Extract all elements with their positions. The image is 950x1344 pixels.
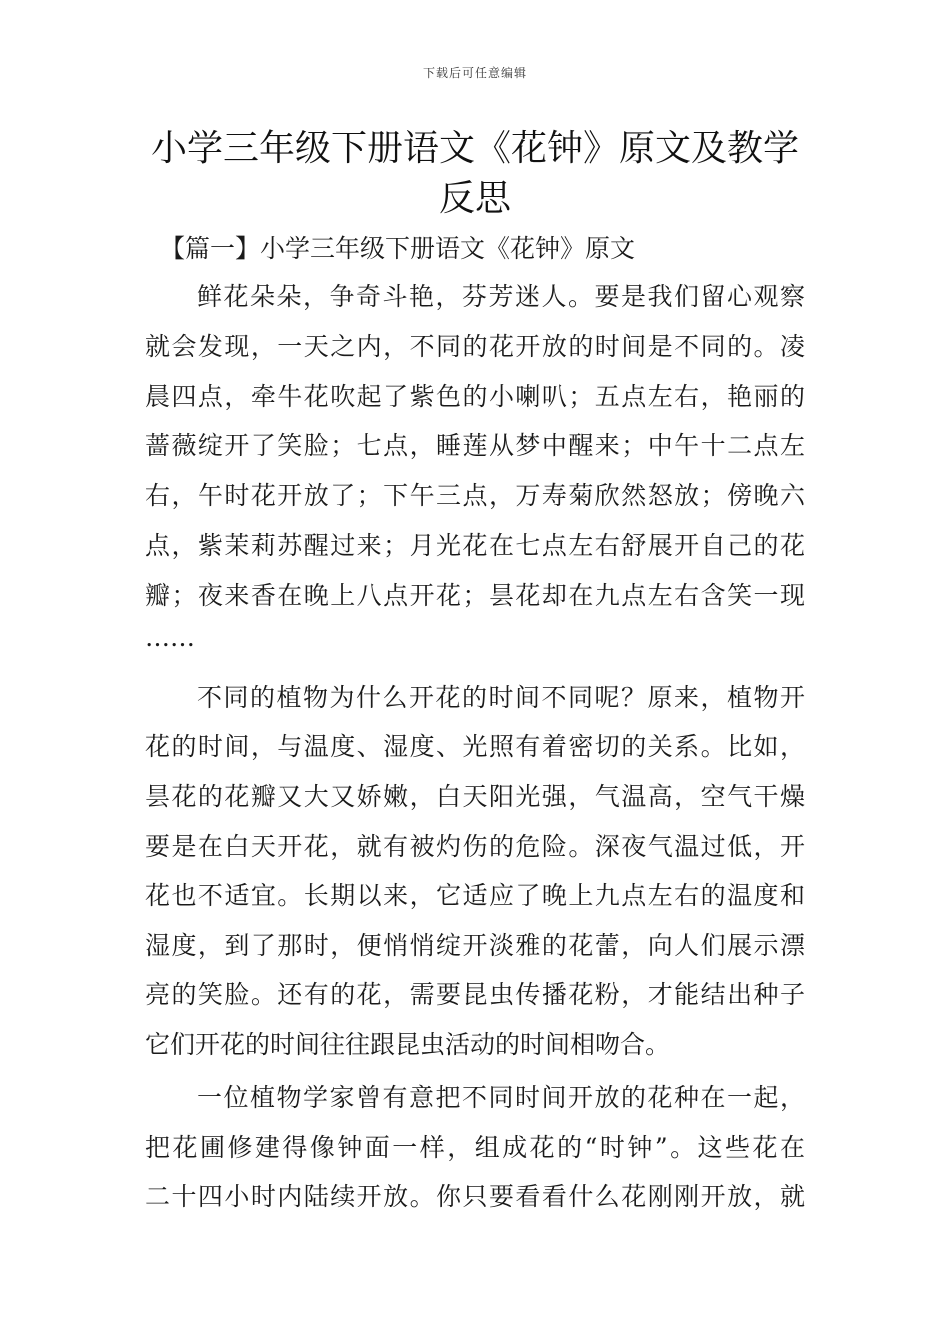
paragraph-2-line: 要是在白天开花，就有被灼伤的危险。深夜气温过低，开 [145,832,805,861]
paragraph-1-line: 瓣；夜来香在晚上八点开花；昙花却在九点左右含笑一现 [145,581,805,610]
paragraph-2-line: 亮的笑脸。还有的花，需要昆虫传播花粉，才能结出种子 [145,980,805,1009]
paragraph-1-line: 晨四点，牵牛花吹起了紫色的小喇叭；五点左右，艳丽的 [145,382,805,411]
paragraph-1-line: 鲜花朵朵，争奇斗艳，芬芳迷人。要是我们留心观察 [197,282,805,311]
section-heading: 【篇一】小学三年级下册语文《花钟》原文 [160,234,636,263]
paragraph-2-line: 不同的植物为什么开花的时间不同呢？原来，植物开 [197,683,805,712]
paragraph-1-line: 蔷薇绽开了笑脸；七点，睡莲从梦中醒来；中午十二点左 [145,431,805,460]
paragraph-3-line: 一位植物学家曾有意把不同时间开放的花种在一起， [197,1083,805,1112]
paragraph-2-line: 花的时间，与温度、湿度、光照有着密切的关系。比如， [145,732,805,761]
paragraph-3-line: 把花圃修建得像钟面一样，组成花的“时钟”。这些花在 [145,1133,805,1162]
paragraph-2-line: 花也不适宜。长期以来，它适应了晚上九点左右的温度和 [145,881,805,910]
paragraph-2-line: 湿度，到了那时，便悄悄绽开淡雅的花蕾，向人们展示漂 [145,931,805,960]
paragraph-1-line: 点，紫茉莉苏醒过来；月光花在七点左右舒展开自己的花 [145,531,805,560]
header-note: 下载后可任意编辑 [422,66,527,80]
paragraph-3-line: 二十四小时内陆续开放。你只要看看什么花刚刚开放，就 [145,1182,805,1211]
document-title-line-2: 反思 [438,178,511,219]
paragraph-1-line: 右，午时花开放了；下午三点，万寿菊欣然怒放；傍晚六 [145,481,805,510]
paragraph-2-line: 它们开花的时间往往跟昆虫活动的时间相吻合。 [145,1030,671,1059]
paragraph-2-line: 昙花的花瓣又大又娇嫩，白天阳光强，气温高，空气干燥 [145,782,805,811]
paragraph-1-line: 就会发现，一天之内，不同的花开放的时间是不同的。凌 [145,332,805,361]
document-title-line-1: 小学三年级下册语文《花钟》原文及教学 [150,128,799,169]
paragraph-1-line: …… [145,623,195,652]
